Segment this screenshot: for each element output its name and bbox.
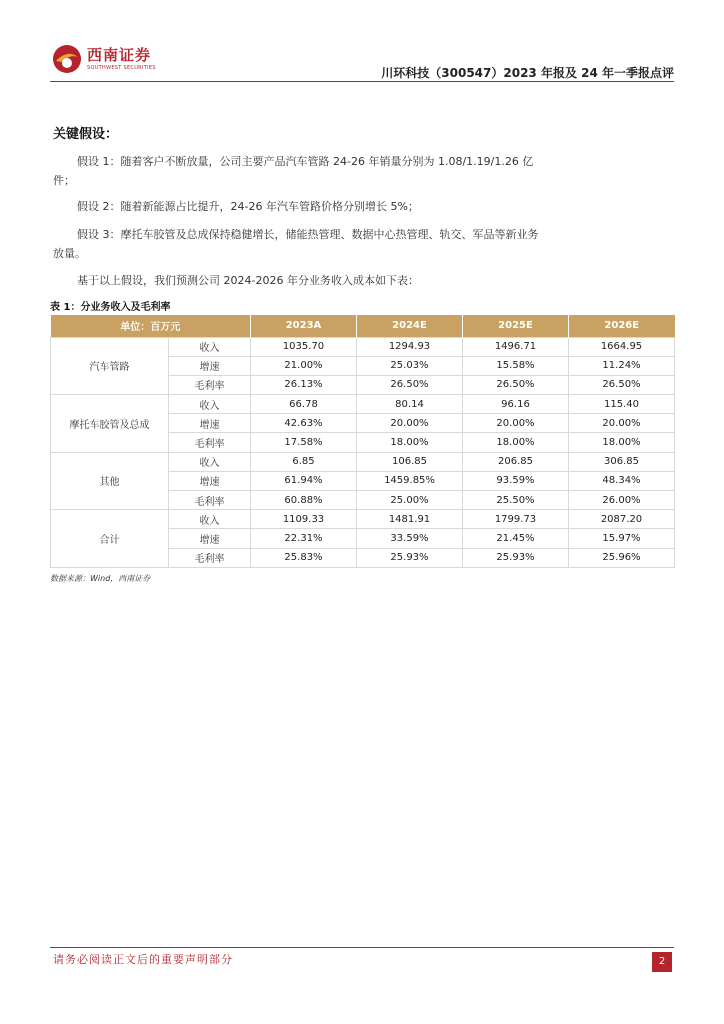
forecast-intro: 基于以上假设，我们预测公司 2024-2026 年分业务收入成本如下表： <box>77 274 419 287</box>
value-cell: 1294.93 <box>357 337 463 356</box>
year-header: 2025E <box>463 315 569 337</box>
value-cell: 1459.85% <box>357 471 463 490</box>
value-cell: 15.97% <box>569 529 675 548</box>
value-cell: 1664.95 <box>569 337 675 356</box>
value-cell: 20.00% <box>569 414 675 433</box>
metric-label: 毛利率 <box>169 433 251 452</box>
value-cell: 1799.73 <box>463 510 569 529</box>
metric-label: 毛利率 <box>169 375 251 394</box>
value-cell: 25.83% <box>251 548 357 567</box>
metric-label: 增速 <box>169 471 251 490</box>
value-cell: 61.94% <box>251 471 357 490</box>
value-cell: 1496.71 <box>463 337 569 356</box>
value-cell: 2087.20 <box>569 510 675 529</box>
table-row <box>51 337 675 356</box>
metric-label: 增速 <box>169 414 251 433</box>
value-cell: 26.50% <box>357 375 463 394</box>
value-cell: 26.50% <box>569 375 675 394</box>
segment-name: 其他 <box>51 452 169 510</box>
value-cell: 115.40 <box>569 395 675 414</box>
value-cell: 25.96% <box>569 548 675 567</box>
value-cell: 18.00% <box>463 433 569 452</box>
assumption-3: 假设 3：摩托车胶管及总成保持稳健增长，储能热管理、数据中心热管理、轨交、军品等新业务放量。 <box>53 228 539 260</box>
value-cell: 11.24% <box>569 356 675 375</box>
table-body <box>51 337 675 567</box>
metric-label: 收入 <box>169 452 251 471</box>
value-cell: 25.00% <box>357 491 463 510</box>
value-cell: 15.58% <box>463 356 569 375</box>
logo-chinese-name: 西南证券 <box>87 46 152 64</box>
value-cell: 60.88% <box>251 491 357 510</box>
value-cell: 25.50% <box>463 491 569 510</box>
footer-divider <box>50 947 674 948</box>
value-cell: 80.14 <box>357 395 463 414</box>
value-cell: 6.85 <box>251 452 357 471</box>
unit-header: 单位：百万元 <box>51 315 251 337</box>
value-cell: 1109.33 <box>251 510 357 529</box>
value-cell: 20.00% <box>463 414 569 433</box>
value-cell: 18.00% <box>357 433 463 452</box>
metric-label: 收入 <box>169 510 251 529</box>
value-cell: 106.85 <box>357 452 463 471</box>
metric-label: 收入 <box>169 337 251 356</box>
segment-name: 合计 <box>51 510 169 568</box>
segment-name: 汽车管路 <box>51 337 169 395</box>
assumption-2: 假设 2：随着新能源占比提升，24-26 年汽车管路价格分别增长 5%； <box>77 200 419 213</box>
value-cell: 22.31% <box>251 529 357 548</box>
metric-label: 收入 <box>169 395 251 414</box>
value-cell: 48.34% <box>569 471 675 490</box>
data-source-note: 数据来源：Wind，西南证券 <box>50 574 151 583</box>
value-cell: 93.59% <box>463 471 569 490</box>
table-row <box>51 510 675 529</box>
value-cell: 17.58% <box>251 433 357 452</box>
table-header-row <box>51 315 675 337</box>
year-header: 2023A <box>251 315 357 337</box>
table-row <box>51 452 675 471</box>
value-cell: 33.59% <box>357 529 463 548</box>
value-cell: 18.00% <box>569 433 675 452</box>
company-logo <box>52 42 172 76</box>
disclaimer-notice: 请务必阅读正文后的重要声明部分 <box>53 953 233 966</box>
value-cell: 25.93% <box>463 548 569 567</box>
report-title: 川环科技（300547）2023 年报及 24 年一季报点评 <box>381 66 674 80</box>
logo-english-name: SOUTHWEST SECURITIES <box>87 65 156 71</box>
value-cell: 20.00% <box>357 414 463 433</box>
value-cell: 26.00% <box>569 491 675 510</box>
value-cell: 42.63% <box>251 414 357 433</box>
value-cell: 96.16 <box>463 395 569 414</box>
value-cell: 26.13% <box>251 375 357 394</box>
value-cell: 21.00% <box>251 356 357 375</box>
metric-label: 增速 <box>169 529 251 548</box>
segment-name: 摩托车胶管及总成 <box>51 395 169 453</box>
value-cell: 25.93% <box>357 548 463 567</box>
section-title: 关键假设： <box>53 127 119 142</box>
table-row <box>51 395 675 414</box>
value-cell: 206.85 <box>463 452 569 471</box>
value-cell: 1481.91 <box>357 510 463 529</box>
value-cell: 66.78 <box>251 395 357 414</box>
metric-label: 毛利率 <box>169 548 251 567</box>
year-header: 2026E <box>569 315 675 337</box>
value-cell: 21.45% <box>463 529 569 548</box>
metric-label: 增速 <box>169 356 251 375</box>
assumption-1: 假设 1：随着客户不断放量，公司主要产品汽车管路 24-26 年销量分别为 1.08/1.19/1.26 亿件； <box>53 155 534 187</box>
page-number: 2 <box>652 952 672 972</box>
metric-label: 毛利率 <box>169 491 251 510</box>
value-cell: 1035.70 <box>251 337 357 356</box>
logo-emblem-icon <box>52 44 82 74</box>
segment-forecast-table <box>50 315 674 568</box>
year-header: 2024E <box>357 315 463 337</box>
value-cell: 25.03% <box>357 356 463 375</box>
page-header <box>50 38 674 82</box>
value-cell: 26.50% <box>463 375 569 394</box>
value-cell: 306.85 <box>569 452 675 471</box>
table-caption: 表 1：分业务收入及毛利率 <box>50 302 171 313</box>
header-divider <box>50 81 674 82</box>
